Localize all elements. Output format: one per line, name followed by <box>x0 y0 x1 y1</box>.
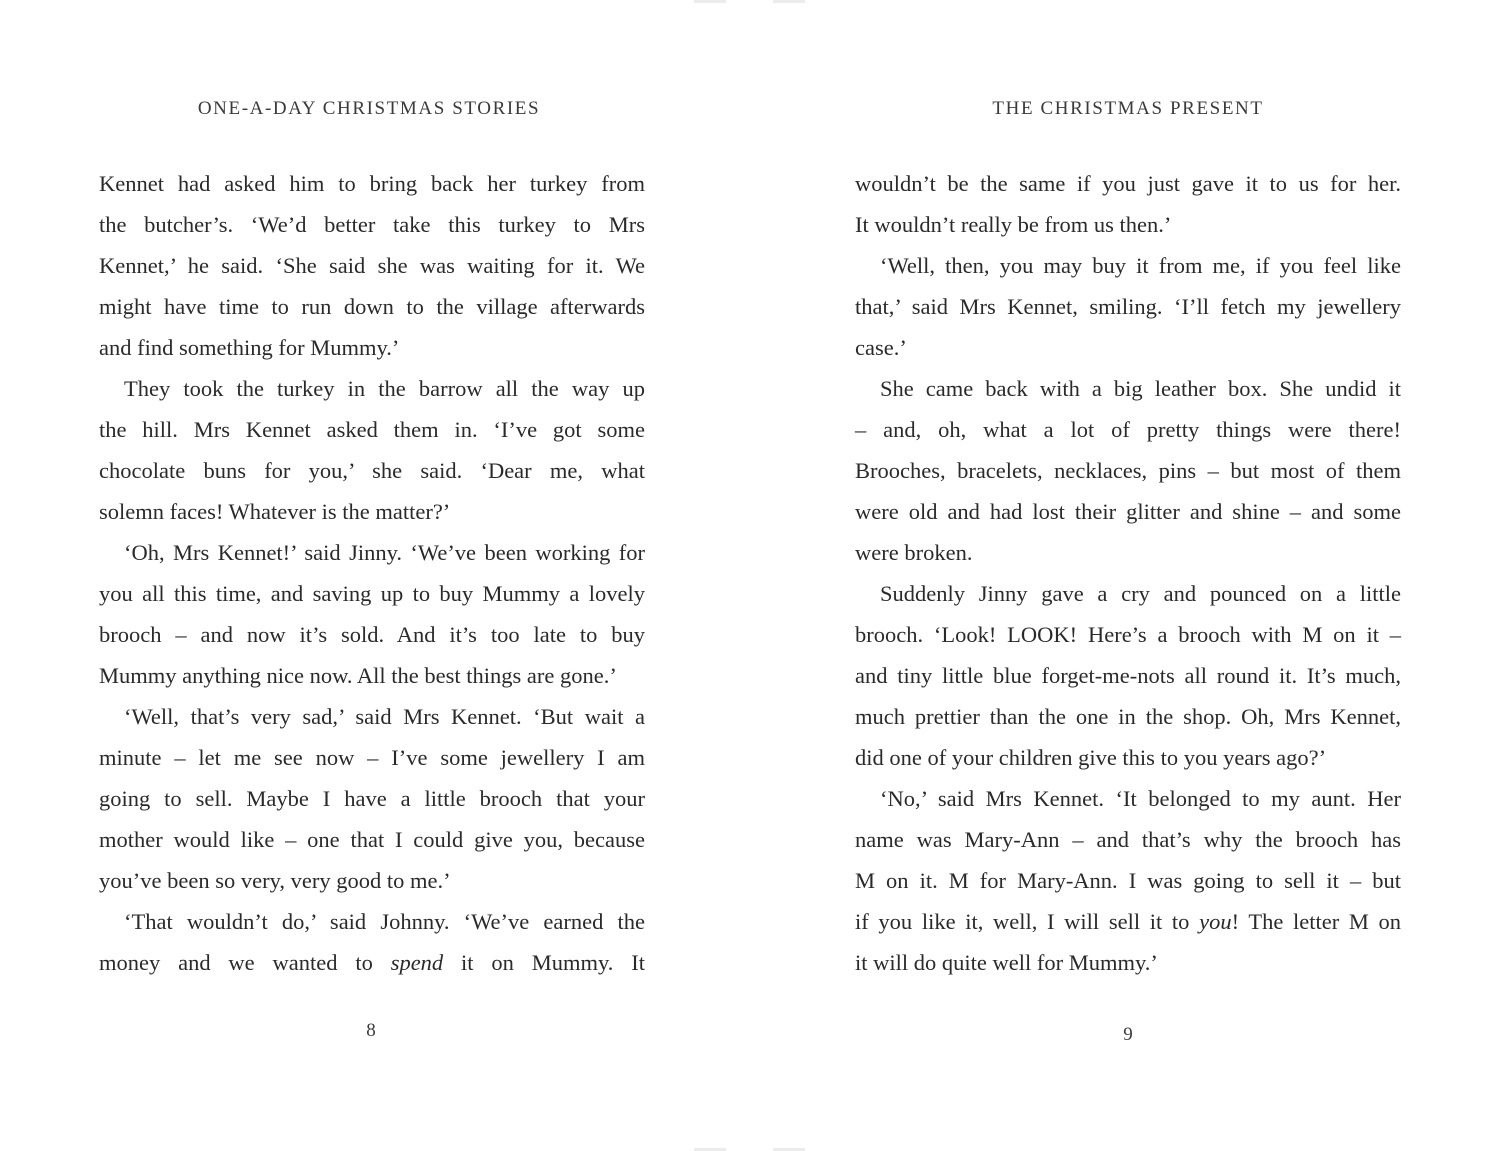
text-line: brooch. ‘Look! LOOK! Here’s a brooch with M on it – <box>855 622 1401 647</box>
text-line: you’ve been so very, very good to me.’ <box>99 868 451 893</box>
text-line: She came back with a big leather box. She undid it <box>880 376 1401 401</box>
text-line: Mummy anything nice now. All the best things are gone.’ <box>99 663 617 688</box>
text-line: wouldn’t be the same if you just gave it to us for her. <box>855 171 1401 196</box>
text-run: ! The letter M on <box>1231 909 1402 934</box>
text-run: it on Mummy. It <box>443 950 646 975</box>
text-line: the butcher’s. ‘We’d better take this turkey to Mrs <box>99 212 645 237</box>
text-line: They took the turkey in the barrow all the way up <box>124 376 645 401</box>
page-number-left: 8 <box>366 1020 376 1041</box>
text-line: It wouldn’t really be from us then.’ <box>855 212 1172 237</box>
top-gutter-mark-right <box>773 0 805 3</box>
text-run: if you like it, well, I will sell it to <box>855 909 1200 934</box>
text-line: might have time to run down to the village afterwards <box>99 294 645 319</box>
left-page <box>99 0 645 1151</box>
text-line: solemn faces! Whatever is the matter?’ <box>99 499 451 524</box>
text-line: case.’ <box>855 335 907 360</box>
right-page-body <box>855 163 1401 983</box>
text-line: it will do quite well for Mummy.’ <box>855 950 1158 975</box>
text-line: did one of your children give this to you years ago?’ <box>855 745 1327 770</box>
text-line: Suddenly Jinny gave a cry and pounced on a little <box>880 581 1401 606</box>
text-line: going to sell. Maybe I have a little brooch that your <box>99 786 645 811</box>
text-line: that,’ said Mrs Kennet, smiling. ‘I’ll fetch my jewellery <box>855 294 1401 319</box>
text-run: money and we wanted to <box>99 950 391 975</box>
text-line: were broken. <box>855 540 973 565</box>
text-line <box>855 901 1401 942</box>
text-line: the hill. Mrs Kennet asked them in. ‘I’ve got some <box>99 417 645 442</box>
top-gutter-mark-left <box>694 0 726 3</box>
text-line: chocolate buns for you,’ she said. ‘Dear me, what <box>99 458 645 483</box>
text-line: Kennet,’ he said. ‘She said she was waiting for it. We <box>99 253 645 278</box>
text-line: and tiny little blue forget-me-nots all round it. It’s much, <box>855 663 1401 688</box>
running-head-right: THE CHRISTMAS PRESENT <box>992 98 1264 119</box>
text-line <box>99 942 645 983</box>
text-line: you all this time, and saving up to buy Mummy a lovely <box>99 581 645 606</box>
text-line: M on it. M for Mary-Ann. I was going to sell it – but <box>855 868 1401 893</box>
page-number-right: 9 <box>1123 1024 1133 1045</box>
text-line: much prettier than the one in the shop. Oh, Mrs Kennet, <box>855 704 1401 729</box>
text-line: name was Mary-Ann – and that’s why the brooch has <box>855 827 1401 852</box>
text-line: ‘Oh, Mrs Kennet!’ said Jinny. ‘We’ve been working for <box>124 540 645 565</box>
text-line: brooch – and now it’s sold. And it’s too late to buy <box>99 622 645 647</box>
text-line: ‘Well, that’s very sad,’ said Mrs Kennet. ‘But wait a <box>124 704 645 729</box>
italic-word: you <box>1199 909 1232 934</box>
text-line: Kennet had asked him to bring back her turkey from <box>99 171 645 196</box>
right-page <box>855 0 1401 1151</box>
text-line: were old and had lost their glitter and shine – and some <box>855 499 1401 524</box>
text-line: and find something for Mummy.’ <box>99 335 400 360</box>
text-line: ‘Well, then, you may buy it from me, if you feel like <box>880 253 1401 278</box>
text-line: mother would like – one that I could give you, because <box>99 827 645 852</box>
left-page-body <box>99 163 645 983</box>
italic-word: spend <box>390 950 444 975</box>
text-line: Brooches, bracelets, necklaces, pins – but most of them <box>855 458 1401 483</box>
text-line: minute – let me see now – I’ve some jewellery I am <box>99 745 645 770</box>
text-line: ‘No,’ said Mrs Kennet. ‘It belonged to my aunt. Her <box>880 786 1401 811</box>
running-head-left: ONE-A-DAY CHRISTMAS STORIES <box>197 98 541 119</box>
text-line: ‘That wouldn’t do,’ said Johnny. ‘We’ve earned the <box>124 909 645 934</box>
text-line: – and, oh, what a lot of pretty things were there! <box>855 417 1401 442</box>
